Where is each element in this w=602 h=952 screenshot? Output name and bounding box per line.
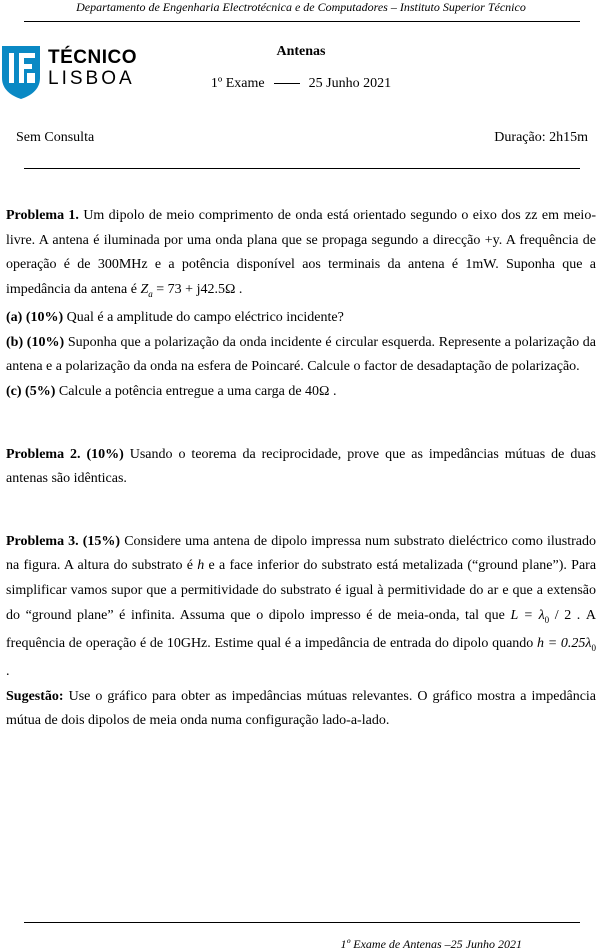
impedance-value: = 73 + j42.5Ω . [152, 281, 243, 297]
problem-1-statement [6, 204, 596, 306]
no-consultation: Sem Consulta [16, 130, 95, 145]
problem-2-label: Problema 2. (10%) [6, 446, 124, 462]
exam-content [6, 204, 596, 734]
dipole-length-formula [510, 608, 580, 623]
exam-duration: Duração: 2h15m [494, 130, 588, 145]
problem-1-label: Problema 1. [6, 208, 79, 223]
hint-text: Use o gráfico para obter as impedâncias mútuas relevantes. O gráfico mostra a impedância mútua de dois dipolos de meia onda numa configuração lado-a-lado. [6, 688, 597, 729]
height-rest: . [6, 664, 10, 680]
problem-1c-text: Calcule a potência entregue a uma carga de 40Ω . [58, 383, 337, 399]
problem-3-text-2: e a face inferior do substrato está metalizada (“ground plane”). Para simplificar vamos supor que a permitividade do substrato é igual à permitividade do ar e que a extensão do “ground plane” é infinita. Assuma que o dipolo impresso é de meia-onda, tal que [6, 558, 597, 623]
problem-1-text: Um dipolo de meio comprimento de onda está orientado segundo o eixo dos zz em meio-livre. A antena é iluminada por uma onda plana que se propaga segundo a direcção +y. A frequência de operação é de 300MHz e a potência disponível aos terminais da antena é 1mW. Suponha que a impedância da antena é [6, 208, 596, 297]
problem-3-label: Problema 3. (15%) [6, 533, 121, 549]
exam-title: Antenas [276, 44, 326, 59]
hint-label: Sugestão: [6, 688, 64, 704]
exam-number: 1º Exame [210, 76, 265, 91]
exam-dash [274, 83, 300, 84]
exam-date: 25 Junho 2021 [308, 76, 392, 91]
logo-text-line1: TÉCNICO [48, 47, 137, 68]
problem-1b-text: Suponha que a polarização da onda incidente é circular esquerda. Represente a polarização da antena e a polarização da onda na esfera de Poincaré. Calcule o factor de desadaptação de polarização. [6, 334, 596, 375]
height-subscript: 0 [591, 642, 596, 653]
problem-1a-label: (a) (10%) [6, 310, 64, 326]
problem-3-statement [6, 530, 596, 685]
problem-1a [6, 306, 596, 331]
exam-date-line [0, 76, 602, 92]
logo-text-line2: LISBOA [48, 68, 135, 89]
problem-3-hint [6, 685, 596, 734]
page-header: Departamento de Engenharia Electrotécnica e de Computadores – Instituto Superior Técnico [76, 0, 526, 14]
header-rule [24, 21, 580, 22]
problem-3-text-1: Considere uma antena de dipolo impressa num substrato dieléctrico como ilustrado na figura. A altura do substrato é [6, 533, 596, 574]
spacer [6, 492, 596, 530]
problem-1a-text: Qual é a amplitude do campo eléctrico incidente? [66, 310, 344, 326]
dipole-length-lhs: L = λ [510, 607, 545, 623]
problem-2-statement [6, 443, 596, 492]
problem-1c-label: (c) (5%) [6, 383, 56, 399]
page-footer [0, 937, 602, 952]
impedance-symbol: Z [140, 281, 149, 297]
problem-1c [6, 380, 596, 405]
problem-1b-label: (b) (10%) [6, 334, 65, 350]
height-lhs: h = 0.25λ [537, 635, 592, 651]
spacer [6, 405, 596, 443]
footer-rule [24, 922, 580, 923]
problem-1b [6, 331, 596, 380]
footer-text: 1º Exame de Antenas –25 Junho 2021 [340, 937, 522, 951]
dipole-length-rest: / 2 . [549, 607, 581, 623]
impedance-formula [140, 282, 242, 297]
dipole-length-subscript: 0 [544, 614, 550, 625]
impedance-subscript: a [148, 288, 153, 299]
problem-3-text-3: A frequência de operação é de 10GHz. Estime qual é a impedância de entrada do dipolo quando [6, 607, 597, 651]
meta-rule [24, 168, 580, 169]
substrate-height-symbol: h [197, 558, 205, 574]
problem-2-text: Usando o teorema da reciprocidade, prove que as impedâncias mútuas de duas antenas são idênticas. [6, 446, 596, 487]
